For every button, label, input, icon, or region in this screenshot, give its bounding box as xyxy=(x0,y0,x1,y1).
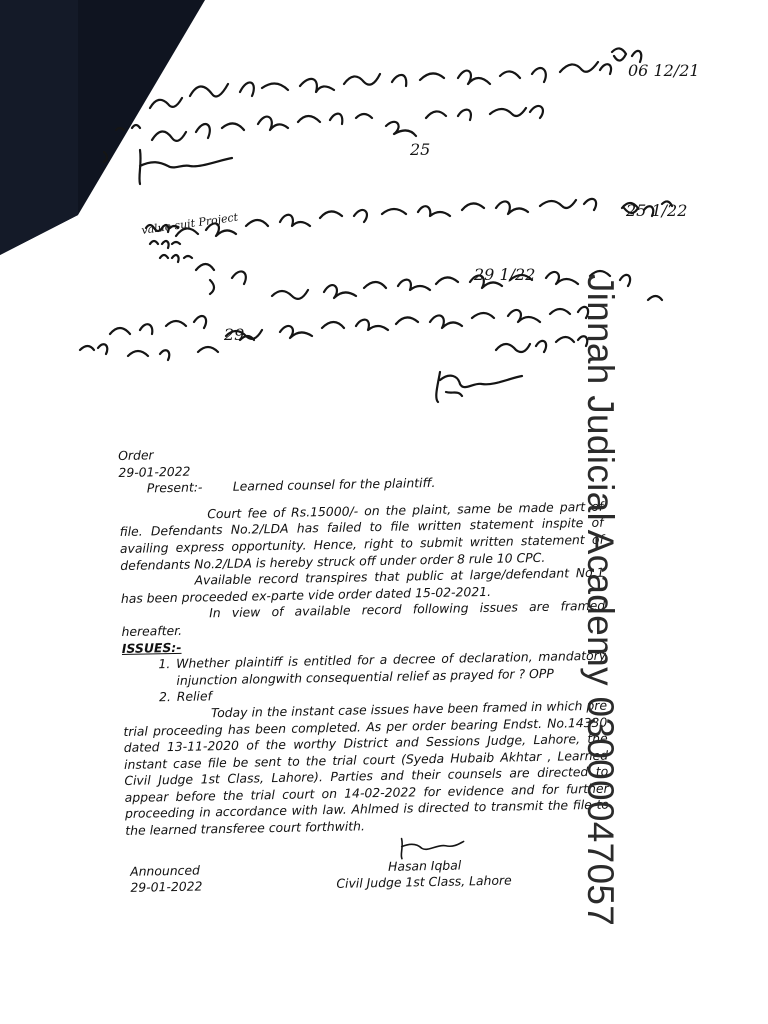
announced-label: Announced xyxy=(129,862,201,879)
order-document xyxy=(118,439,610,895)
issue-item-2: 2. Relief xyxy=(175,681,607,706)
present-text: Learned counsel for the plaintiff. xyxy=(232,475,436,494)
handwritten-date-3a: 25 xyxy=(410,140,431,159)
issue-item-1: 1. Whether plaintiff is entitled for a decree of declaration, mandatory injunction alongwith consequential relief as prayed for ? OPP xyxy=(174,648,607,689)
order-heading: Order xyxy=(118,447,154,463)
order-paragraph-3: In view of available record following issues are framed hereafter. xyxy=(121,598,606,639)
present-label: Present:- xyxy=(146,479,203,496)
handwritten-date-3b: 29 1/22 xyxy=(474,265,536,284)
order-paragraph-4: Today in the instant case issues have been framed in which pre trial proceeding has been completed. As per order bearing Endst. No.14330 dated 13-11-2020 of the worthy District and Sessions Judge, Lahore, the instant case file be sent to the trial court (Syeda Hubaib Akhtar , Learned Civil Judge 1st Class, Lahore). Parties and their counsels are directed to appear before the trial court on 14-02-2022 for evidence and for further proceeding in accordance with law. Ahlmed is directed to transmit the file to the learned transferee court forthwith. xyxy=(123,697,610,838)
announced-date: 29-01-2022 xyxy=(130,878,203,895)
handwritten-margin-note: value suit Project xyxy=(140,210,239,237)
handwritten-date-2: 25 1/22 xyxy=(626,201,688,220)
judge-name: Hasan Iqbal xyxy=(387,857,462,874)
order-paragraph-1: Court fee of Rs.15000/- on the plaint, same be made part of file. Defendants No.2/LDA has failed to file written statement inspite of availing express opportunity. Hence, right to submit written statement of defendants No.2/LDA is hereby struck off under order 8 rule 10 CPC. xyxy=(119,498,604,573)
handwritten-date-3c: 29 xyxy=(224,325,245,344)
handwritten-proceedings xyxy=(0,0,768,440)
order-paragraph-2: Available record transpires that public at large/defendant No.1 has been proceeded ex-parte vide order dated 15-02-2021. xyxy=(120,564,605,606)
handwritten-date-1: 06 12/21 xyxy=(628,61,700,80)
watermark-text: Jinnah Judicial Academy 03000047057 xyxy=(580,273,621,927)
judge-title: Civil Judge 1st Class, Lahore xyxy=(336,872,512,891)
order-date: 29-01-2022 xyxy=(118,463,191,480)
issues-heading: ISSUES:- xyxy=(121,639,182,656)
